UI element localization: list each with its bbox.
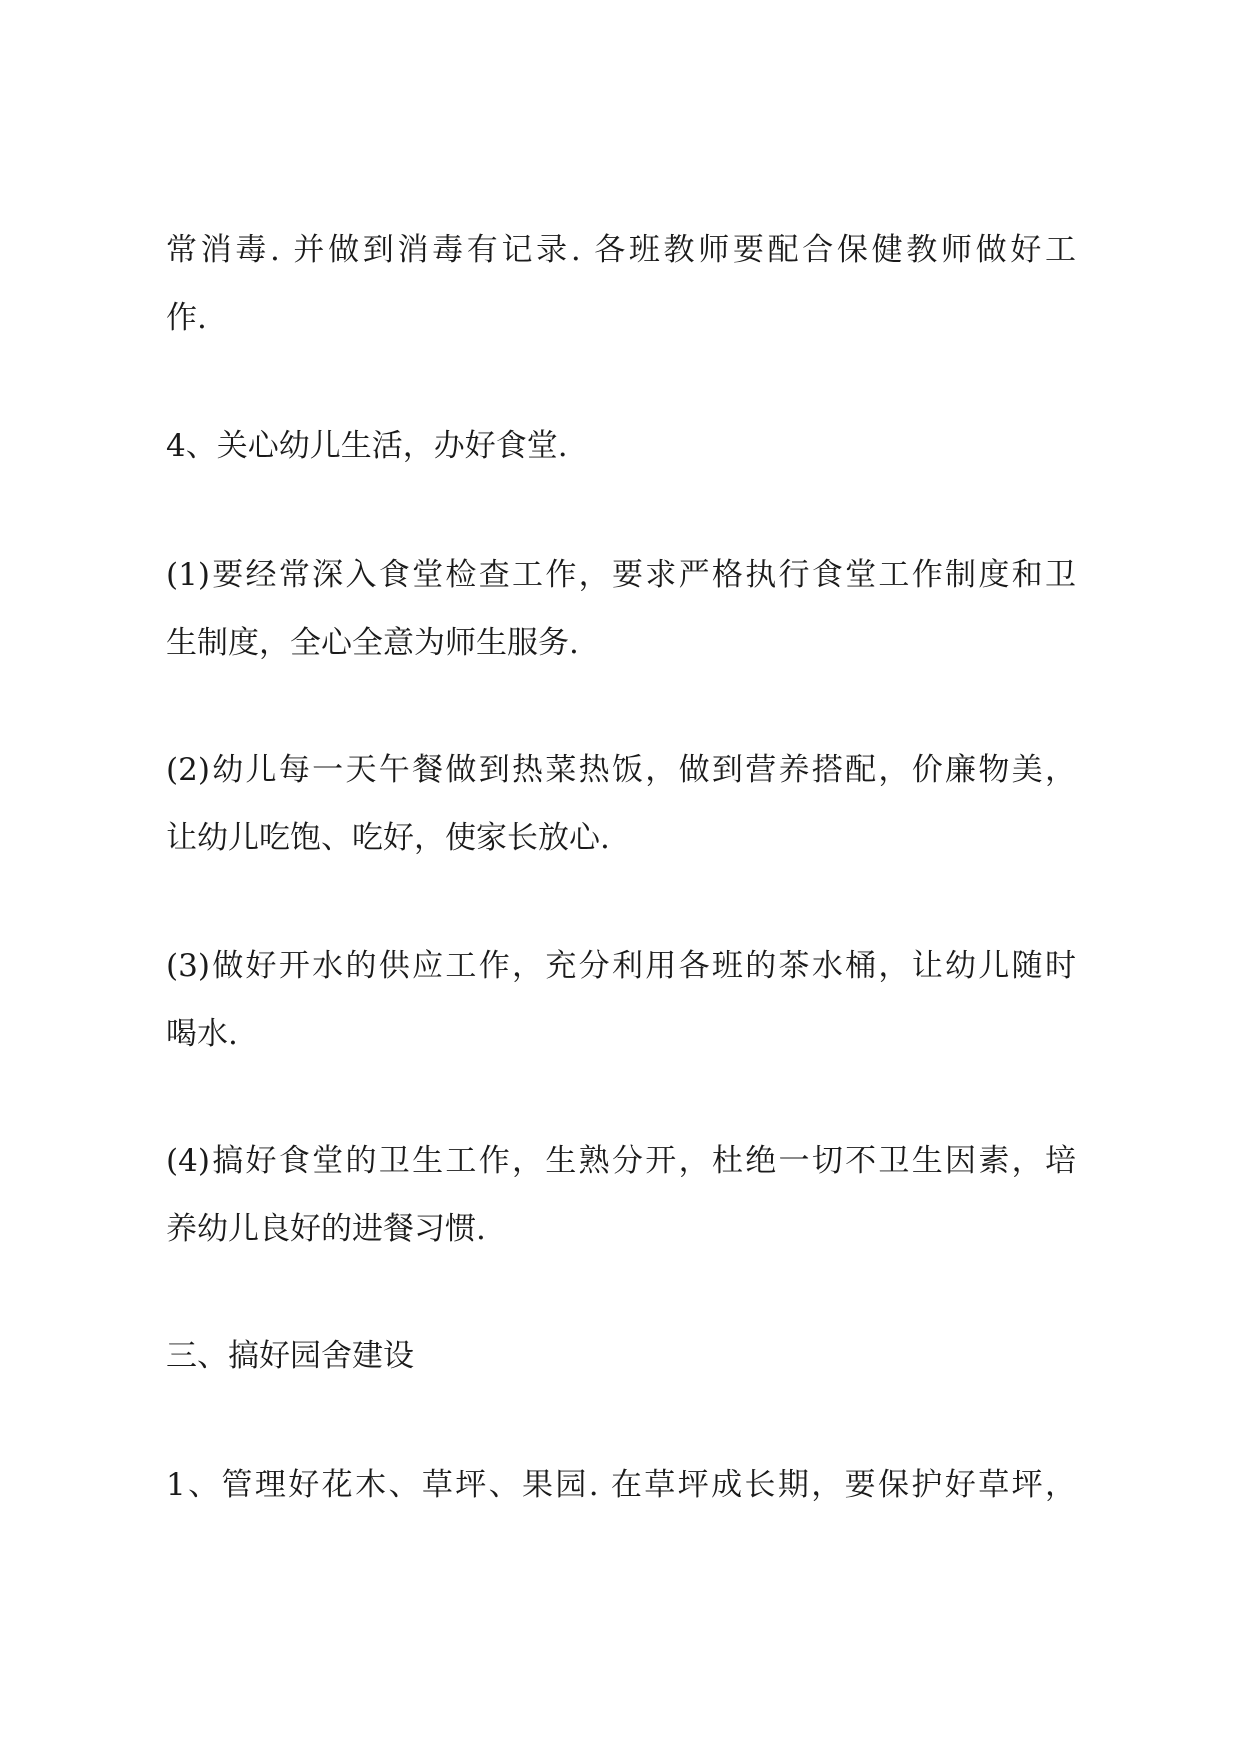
text-line: (1)要经常深入食堂检查工作，要求严格执行食堂工作制度和卫: [166, 557, 1076, 593]
text-line: 养幼儿良好的进餐习惯.: [166, 1211, 486, 1247]
text-line: (4)搞好食堂的卫生工作，生熟分开，杜绝一切不卫生因素，培: [166, 1143, 1076, 1179]
text-line: 1、管理好花木、草坪、果园. 在草坪成长期，要保护好草坪，: [166, 1467, 1076, 1503]
text-line: 作.: [166, 300, 207, 336]
text-line: (2)幼儿每一天午餐做到热菜热饭，做到营养搭配，价廉物美，: [166, 752, 1076, 788]
text-line: 生制度，全心全意为师生服务.: [166, 625, 579, 661]
item-heading: 4、关心幼儿生活，办好食堂.: [166, 428, 568, 464]
text-line: 常消毒. 并做到消毒有记录. 各班教师要配合保健教师做好工: [166, 232, 1076, 268]
text-line: (3)做好开水的供应工作，充分利用各班的茶水桶，让幼儿随时: [166, 948, 1076, 984]
text-line: 让幼儿吃饱、吃好，使家长放心.: [166, 820, 610, 856]
section-heading: 三、搞好园舍建设: [166, 1338, 414, 1374]
text-line: 喝水.: [166, 1016, 238, 1052]
